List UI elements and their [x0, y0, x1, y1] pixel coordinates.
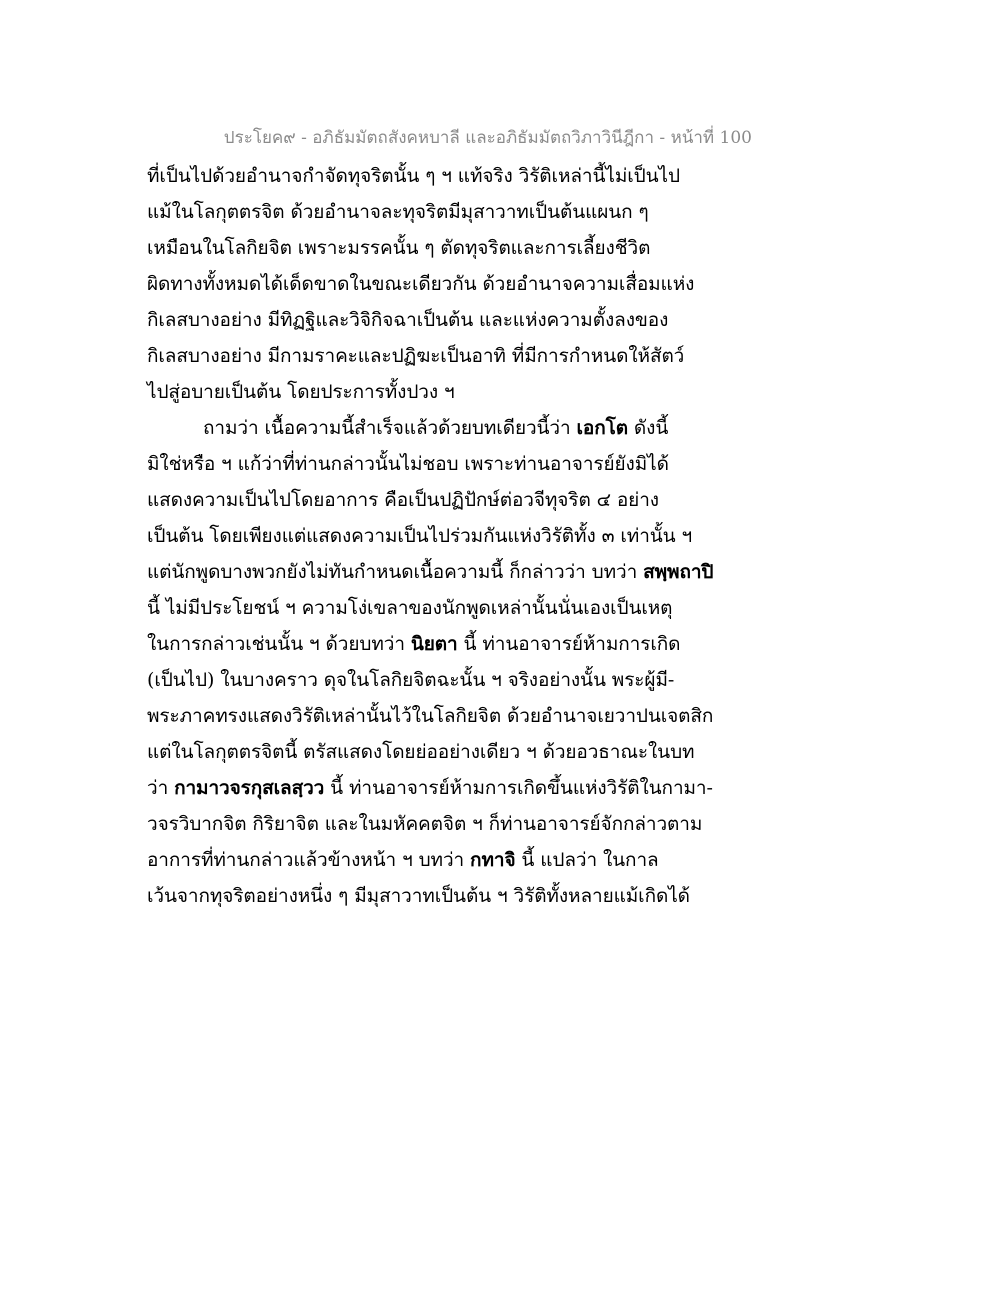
- text-segment: แสดงความเป็นไปโดยอาการ คือเป็นปฏิปักษ์ต่อวจีทุจริต ๔ อย่าง: [147, 489, 659, 511]
- text-line: [147, 446, 727, 482]
- text-segment: แต่ในโลกุตตรจิตนี้ ตรัสแสดงโดยย่ออย่างเดียว ฯ ด้วยอวธาณะในบท: [147, 741, 695, 763]
- text-line: [147, 374, 727, 410]
- text-line: [147, 626, 727, 662]
- bold-term: เอกโต: [576, 417, 628, 439]
- text-line: [147, 878, 727, 914]
- text-segment: กิเลสบางอย่าง มีกามราคะและปฏิฆะเป็นอาทิ ที่มีการกำหนดให้สัตว์: [147, 345, 685, 367]
- text-segment: ดังนี้: [627, 417, 669, 439]
- text-segment: อาการที่ท่านกล่าวแล้วข้างหน้า ฯ บทว่า: [147, 849, 471, 871]
- text-segment: นี้ ท่านอาจารย์ห้ามการเกิดขึ้นแห่งวิรัติในกามา-: [324, 777, 713, 799]
- text-line: [147, 518, 727, 554]
- body-text: [147, 158, 727, 914]
- text-line: [147, 230, 727, 266]
- text-segment: เว้นจากทุจริตอย่างหนึ่ง ๆ มีมุสาวาทเป็นต้น ฯ วิรัติทั้งหลายแม้เกิดได้: [147, 885, 690, 907]
- text-segment: วจรวิบากจิต กิริยาจิต และในมหัคคตจิต ฯ ก็ท่านอาจารย์จักกล่าวตาม: [147, 813, 703, 835]
- text-segment: ถามว่า เนื้อความนี้สำเร็จแล้วด้วยบทเดียวนี้ว่า: [203, 417, 577, 439]
- text-segment: แต่นักพูดบางพวกยังไม่ทันกำหนดเนื้อความนี้ ก็กล่าวว่า บทว่า: [147, 561, 644, 583]
- text-line: [147, 482, 727, 518]
- text-line: [147, 842, 727, 878]
- text-segment: ในการกล่าวเช่นนั้น ฯ ด้วยบทว่า: [147, 633, 411, 655]
- text-segment: เหมือนในโลกิยจิต เพราะมรรคนั้น ๆ ตัดทุจริตและการเลี้ยงชีวิต: [147, 237, 651, 259]
- text-segment: ว่า: [147, 777, 175, 799]
- running-header: ประโยค๙ - อภิธัมมัตถสังคหบาลี และอภิธัมมัตถวิภาวินีฎีกา - หน้าที่ 100: [223, 128, 752, 148]
- text-segment: กิเลสบางอย่าง มีทิฏฐิและวิจิกิจฉาเป็นต้น และแห่งความตั้งลงของ: [147, 309, 669, 331]
- text-line: [147, 302, 727, 338]
- text-segment: ผิดทางทั้งหมดได้เด็ดขาดในขณะเดียวกัน ด้วยอำนาจความเสื่อมแห่ง: [147, 273, 695, 295]
- text-line: [147, 734, 727, 770]
- text-segment: นี้ ไม่มีประโยชน์ ฯ ความโง่เขลาของนักพูดเหล่านั้นนั่นเองเป็นเหตุ: [147, 597, 673, 619]
- text-line: [147, 806, 727, 842]
- text-segment: เป็นต้น โดยเพียงแต่แสดงความเป็นไปร่วมกันแห่งวิรัติทั้ง ๓ เท่านั้น ฯ: [147, 525, 693, 547]
- text-segment: (เป็นไป) ในบางคราว ดุจในโลกิยจิตฉะนั้น ฯ จริงอย่างนั้น พระผู้มี-: [147, 669, 675, 691]
- text-line: [147, 770, 727, 806]
- text-segment: ที่เป็นไปด้วยอำนาจกำจัดทุจริตนั้น ๆ ฯ แท้จริง วิรัติเหล่านี้ไม่เป็นไป: [147, 165, 680, 187]
- text-line: [147, 410, 727, 446]
- text-line: [147, 554, 727, 590]
- bold-term: กทาจิ: [470, 849, 516, 871]
- text-segment: ไปสู่อบายเป็นต้น โดยประการทั้งปวง ฯ: [147, 381, 455, 403]
- text-segment: นี้ ท่านอาจารย์ห้ามการเกิด: [457, 633, 681, 655]
- text-line: [147, 590, 727, 626]
- text-line: [147, 662, 727, 698]
- bold-term: นิยตา: [410, 633, 458, 655]
- text-segment: นี้ แปลว่า ในกาล: [515, 849, 659, 871]
- text-line: [147, 158, 727, 194]
- bold-term: กามาวจรกุสเลสฺวว: [174, 777, 325, 799]
- text-line: [147, 338, 727, 374]
- text-segment: พระภาคทรงแสดงวิรัติเหล่านั้นไว้ในโลกิยจิต ด้วยอำนาจเยวาปนเจตสิก: [147, 705, 714, 727]
- text-segment: แม้ในโลกุตตรจิต ด้วยอำนาจละทุจริตมีมุสาวาทเป็นต้นแผนก ๆ: [147, 201, 649, 223]
- text-line: [147, 194, 727, 230]
- text-line: [147, 266, 727, 302]
- bold-term: สพฺพถาปิ: [643, 561, 714, 583]
- text-line: [147, 698, 727, 734]
- text-segment: มิใช่หรือ ฯ แก้ว่าที่ท่านกล่าวนั้นไม่ชอบ เพราะท่านอาจารย์ยังมิได้: [147, 453, 669, 475]
